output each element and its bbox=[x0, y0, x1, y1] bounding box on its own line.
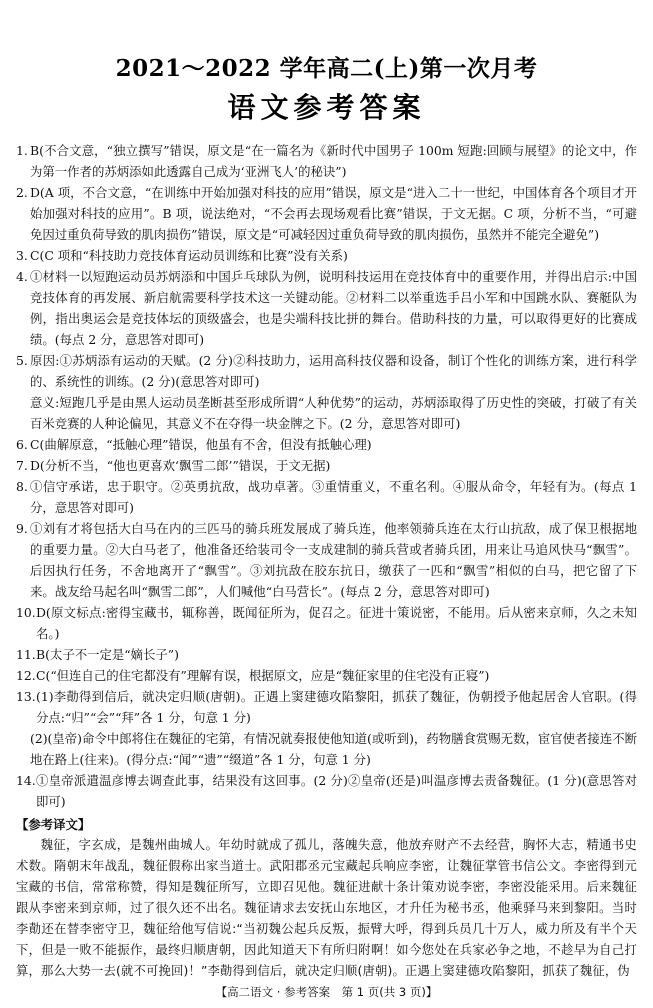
answer-item bbox=[16, 182, 637, 245]
answer-list bbox=[16, 140, 637, 812]
translation-text: 魏征，字玄成，是魏州曲城人。年幼时就成了孤儿，落魄失意，他放弃财产不去经营，胸怀大志，精通书史术数。隋朝末年战乱，魏征假称出家当道士。武阳郡丞元宝藏起兵响应李密，让魏征掌管书信公文。李密得到元宝藏的书信，常常称赞，得知是魏征所写，立即召见他。魏征进献十条计策劝说李密，李密没能采用。后来魏征跟从李密来到京师，过了很久还不出名。魏征请求去安抚山东地区，才升任为秘书丞，他乘驿马来到黎阳。当时李勣还在替李密守卫，魏征给他写信说:“当初魏公起兵反叛，振臂大呼，得到兵员几十万人，威力所及有半个天下，但是一败不能振作，最终归顺唐朝，因此知道天下有所归附啊！如今您处在兵家必争之地，不趁早为自己打算，那么大势一去(就不可挽回)！”李勣得到信后，就决定归顺(唐朝)。正遇上窦建德攻陷黎阳，抓获了魏征，伪 bbox=[16, 838, 637, 978]
answer-number: 5. bbox=[16, 353, 28, 368]
answer-number: 4. bbox=[16, 269, 28, 284]
answer-item bbox=[16, 770, 637, 812]
answer-text: B(太子不一定是“嫡长子”) bbox=[36, 647, 179, 662]
answer-text: C(“但连自己的住宅都没有”理解有误，根据原文，应是“魏征家里的住宅没有正寝”) bbox=[36, 668, 490, 683]
answer-text: C(曲解原意，“抵触心理”错误，他虽有不舍，但没有抵触心理) bbox=[30, 437, 372, 452]
answer-item bbox=[16, 245, 637, 266]
answer-number: 8. bbox=[16, 479, 28, 494]
answer-number: 14. bbox=[16, 773, 36, 788]
answer-text: ①信守承诺，忠于职守。②英勇抗敌，战功卓著。③重情重义，不重名利。④服从命令，年轻有为。(每点 1 分，意思答对即可) bbox=[30, 479, 637, 515]
answer-item bbox=[16, 350, 637, 392]
answer-item bbox=[16, 602, 637, 644]
page-footer: 【高二语文 · 参考答案 第 1 页(共 3 页)】 bbox=[215, 985, 438, 999]
answer-item bbox=[16, 476, 637, 518]
answer-number: 3. bbox=[16, 248, 28, 263]
answer-text: ①皇帝派遣温彦博去调查此事，结果没有这回事。(2 分)②皇帝(还是)叫温彦博去责备魏征。(1 分)(意思答对即可) bbox=[36, 773, 637, 809]
answer-item bbox=[16, 686, 637, 728]
answer-number: 10. bbox=[16, 605, 36, 620]
answer-text: D(A 项，不合文意，“在训练中开始加强对科技的应用”错误，原文是“进入二十一世纪，中国体育各个项目才开始加强对科技的应用”。B 项，说法绝对，“不会再去现场观看比赛”错误，于文无据。C 项，分析不当，“可避免因过重负荷导致的肌肉损伤”错误，原文是“可减轻因过重负荷导致的肌肉损伤，虽然并不能完全避免”) bbox=[30, 185, 637, 242]
answer-text: D(分析不当，“他也更喜欢‘飘雪二郎’”错误，于文无据) bbox=[30, 458, 331, 473]
answer-item bbox=[16, 644, 637, 665]
answer-text: ①材料一以短跑运动员苏炳添和中国乒乓球队为例，说明科技运用在竞技体育中的重要作用，并得出启示:中国竞技体育的再发展、新启航需要科学技术这一关键动能。②材料二以举重选手吕小军和中国跳水队、赛艇队为例，指出奥运会是竞技体坛的顶级盛会，也是尖端科技比拼的舞台。借助科技的力量，可以取得更好的比赛成绩。(每点 2 分，意思答对即可) bbox=[30, 269, 637, 347]
answer-text: ①刘有才将包括大白马在内的三匹马的骑兵班发展成了骑兵连，他率领骑兵连在太行山抗敌，成了保卫根据地的重要力量。②大白马老了，他准备还给装司令一支成建制的骑兵营或者骑兵团，用来让马追风快马“飘雪”。后因执行任务，不舍地离开了“飘雪”。③刘抗敌在胶东抗日，缴获了一匹和“飘雪”相似的白马，把它留了下来。战友给马起名叫“飘雪二郎”，人们喊他“白马营长”。(每点 2 分，意思答对即可) bbox=[30, 521, 637, 599]
answer-text: C(C 项和“科技助力竞技体育运动员训练和比赛”没有关系) bbox=[30, 248, 348, 263]
answer-item bbox=[16, 392, 637, 434]
answer-item bbox=[16, 266, 637, 350]
document-subtitle: 语文参考答案 bbox=[227, 91, 426, 124]
answer-number: 6. bbox=[16, 437, 28, 452]
answer-item bbox=[16, 455, 637, 476]
answer-item bbox=[16, 665, 637, 686]
answer-number: 9. bbox=[16, 521, 28, 536]
answer-number: 11. bbox=[16, 647, 36, 662]
answer-number: 12. bbox=[16, 668, 36, 683]
answer-number: 7. bbox=[16, 458, 28, 473]
translation-heading: 【参考译文】 bbox=[16, 817, 91, 832]
answer-text: (1)李勣得到信后，就决定归顺(唐朝)。正遇上窦建德攻陷黎阳，抓获了魏征，伪朝授予他起居舍人官职。(得分点:“归”“会”“拜”各 1 分，句意 1 分) bbox=[36, 689, 637, 725]
answer-number: 13. bbox=[16, 689, 36, 704]
exam-title: 2021～2022 学年高二(上)第一次月考 bbox=[115, 55, 538, 82]
answer-item bbox=[16, 434, 637, 455]
answer-number: 1. bbox=[16, 143, 28, 158]
answer-item bbox=[16, 728, 637, 770]
answer-text: B(不合文意，“独立撰写”错误，原文是“在一篇名为《新时代中国男子 100m 短跑:回顾与展望》的论文中，作为第一作者的苏炳添如此透露自己成为‘亚洲飞人’的秘诀”) bbox=[30, 143, 637, 179]
answer-text: D(原文标点:密得宝藏书，辄称善，既闻征所为，促召之。征进十策说密，不能用。后从密来京师，久之未知名。) bbox=[36, 605, 637, 641]
answer-text: 原因:①苏炳添有运动的天赋。(2 分)②科技助力，运用高科技仪器和设备，制订个性化的训练方案，进行科学的、系统性的训练。(2 分)(意思答对即可) bbox=[30, 353, 637, 389]
answer-item bbox=[16, 518, 637, 602]
answer-item bbox=[16, 140, 637, 182]
answer-number: 2. bbox=[16, 185, 28, 200]
answer-text: 意义:短跑几乎是由黑人运动员垄断甚至形成所谓“人种优势”的运动，苏炳添取得了历史性的突破，打破了有关百米竞赛的人种论偏见，其意义不在夺得一块金牌之下。(2 分，意思答对即可) bbox=[30, 395, 637, 431]
answer-body bbox=[16, 140, 637, 982]
answer-text: (2)(皇帝)命令中郎将住在魏征的宅第，有情况就奏报使他知道(或听到)，药物膳食赏赐无数，宦官使者接连不断地在路上(往来)。(得分点:“闻”“遗”“缀道”各 1 分，句意 1 分) bbox=[30, 731, 637, 767]
